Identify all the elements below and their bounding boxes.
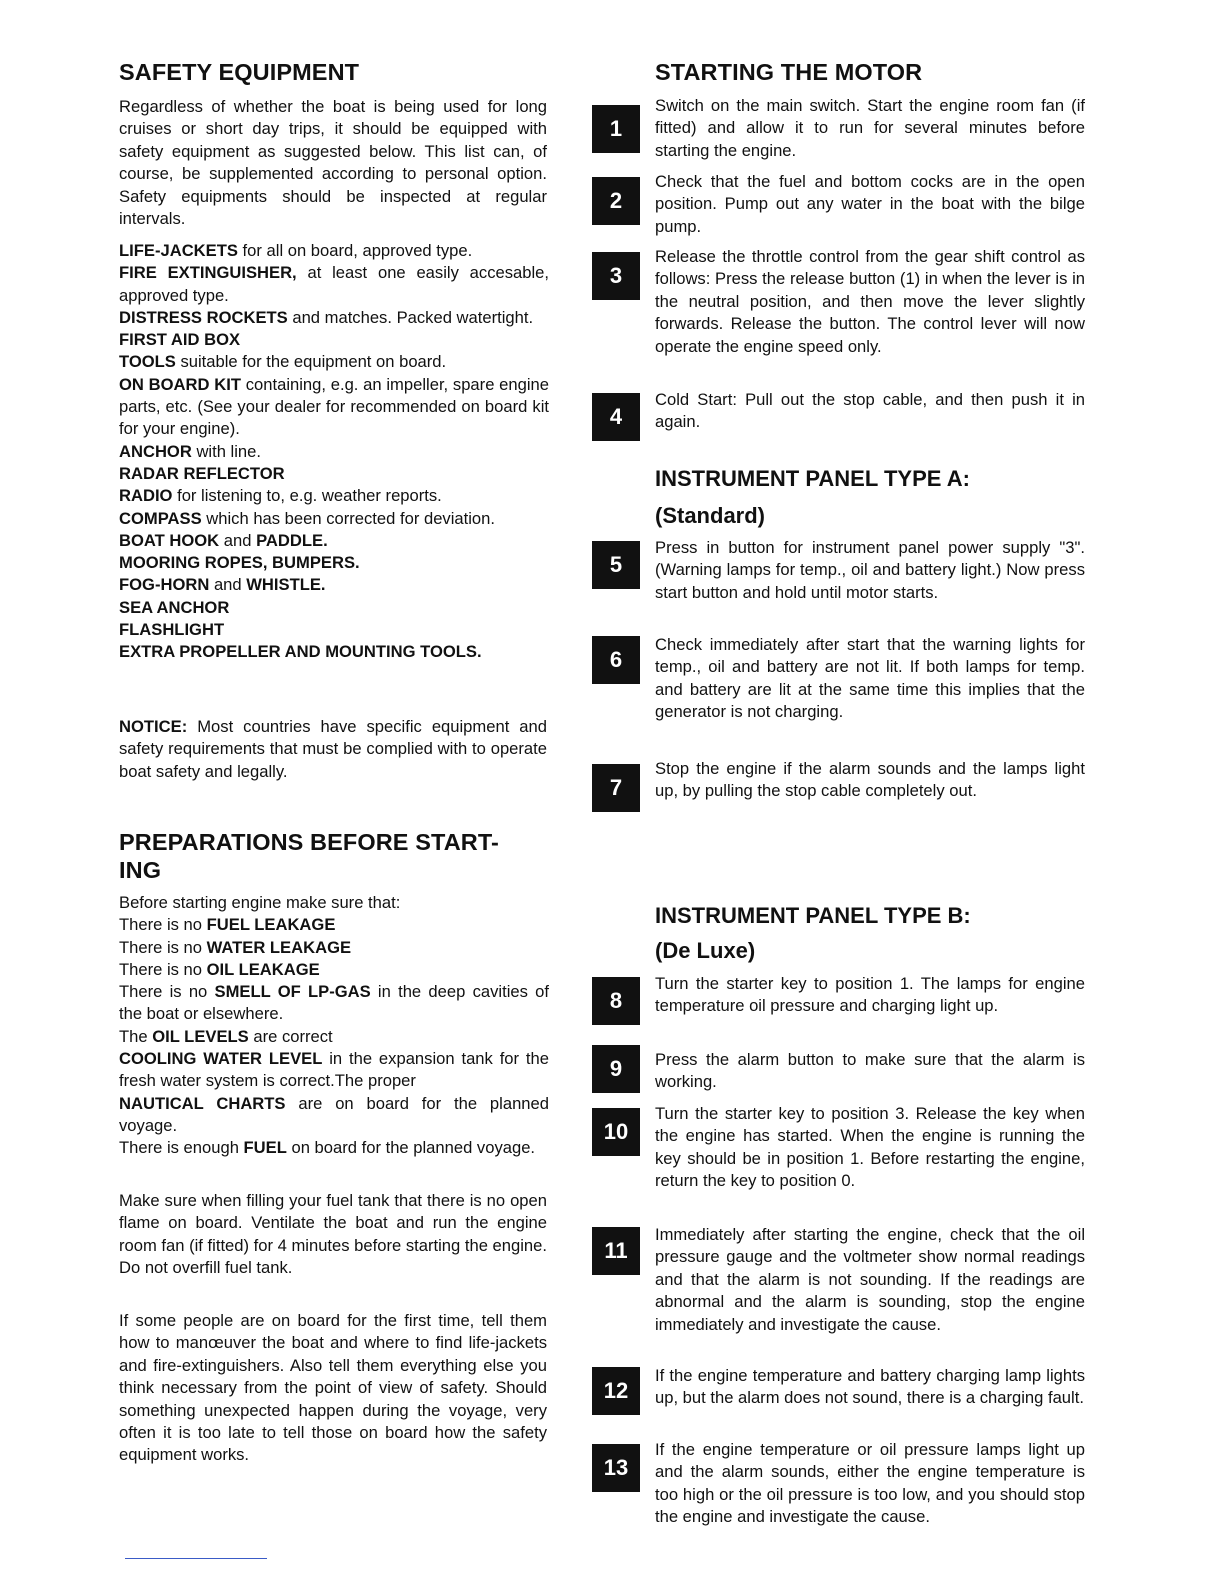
panel-a-heading: INSTRUMENT PANEL TYPE A: xyxy=(655,466,970,491)
step-number-badge: 10 xyxy=(592,1108,640,1156)
list-item: LIFE-JACKETS for all on board, approved type. xyxy=(119,241,473,260)
step-text: Immediately after starting the engine, check that the oil pressure gauge and the voltmeter show normal readings and that the alarm is not sounding. If the readings are abnormal and the alarm is sounding, stop the engine immediately and investigate the cause. xyxy=(655,1225,1085,1334)
step-text: Press in button for instrument panel power supply "3". (Warning lamps for temp., oil and battery light.) Now press start button and hold until motor starts. xyxy=(655,538,1085,602)
list-item: RADIO for listening to, e.g. weather reports. xyxy=(119,486,442,506)
safety-notice: NOTICE: Most countries have specific equipment and safety requirements that must be complied with to operate boat safety and legally. xyxy=(119,717,547,781)
step-number-badge: 8 xyxy=(592,977,640,1025)
step-number-badge: 3 xyxy=(592,252,640,300)
list-item: SEA ANCHOR xyxy=(119,597,230,617)
list-item: There is no SMELL OF LP-GAS in the deep cavities of the boat or elsewhere. xyxy=(119,982,549,1024)
list-item: TOOLS suitable for the equipment on board. xyxy=(119,352,447,372)
list-item: There is no WATER LEAKAGE xyxy=(119,937,352,957)
step-number-badge: 1 xyxy=(592,105,640,153)
list-item: EXTRA PROPELLER AND MOUNTING TOOLS. xyxy=(119,642,482,662)
panel-b-heading: INSTRUMENT PANEL TYPE B: xyxy=(655,903,971,928)
panel-b-subheading: (De Luxe) xyxy=(655,938,756,963)
list-item: MOORING ROPES, BUMPERS. xyxy=(119,553,360,573)
starting-motor-heading: STARTING THE MOTOR xyxy=(655,59,923,85)
list-item: There is no FUEL LEAKAGE xyxy=(119,915,336,935)
step-number-badge: 12 xyxy=(592,1367,640,1415)
safety-equipment-list xyxy=(119,240,549,664)
briefing-paragraph: If some people are on board for the first time, tell them how to manœuver the boat and where to find life-jackets and fire-extinguishers. Also tell them everything else you think necessary from the point of view of safety. Should something unexpected happen during the voyage, very often it is too late to tell those on board how the safety equipment works. xyxy=(119,1311,547,1465)
step-text: Switch on the main switch. Start the engine room fan (if fitted) and allow it to run for several minutes before starting the engine. xyxy=(655,96,1085,160)
list-item: FIRST AID BOX xyxy=(119,330,241,350)
step-text: If the engine temperature or oil pressure lamps light up and the alarm sounds, either the engine temperature is too high or the oil pressure is too low, and you should stop the engine and investigate the cause. xyxy=(655,1440,1085,1527)
list-item: There is no OIL LEAKAGE xyxy=(119,959,320,979)
step-text: Release the throttle control from the gear shift control as follows: Press the release button (1) in when the lever is in the neutral position, and then move the lever slightly forwards. Release the button. The control lever will now operate the engine speed only. xyxy=(655,247,1085,356)
step-text: Check immediately after start that the warning lights for temp., oil and battery are not lit. If both lamps for temp. and battery are lit at the same time this implies that the generator is not charging. xyxy=(655,635,1085,722)
list-item: DISTRESS ROCKETS and matches. Packed watertight. xyxy=(119,307,534,327)
list-item: FLASHLIGHT xyxy=(119,620,225,640)
safety-equipment-heading: SAFETY EQUIPMENT xyxy=(119,59,360,85)
preparations-list xyxy=(119,892,549,1160)
step-text: If the engine temperature and battery charging lamp lights up, but the alarm does not sound, there is a charging fault. xyxy=(655,1366,1085,1408)
step-number-badge: 5 xyxy=(592,541,640,589)
fuel-tank-paragraph: Make sure when filling your fuel tank that there is no open flame on board. Ventilate the boat and run the engine room fan (if fitted) for 4 minutes before starting the engine. Do not overfill fuel tank. xyxy=(119,1191,547,1278)
list-item: NAUTICAL CHARTS are on board for the planned voyage. xyxy=(119,1093,549,1135)
list-item: FIRE EXTINGUISHER, at least one easily accesable, approved type. xyxy=(119,263,549,305)
panel-a-subheading: (Standard) xyxy=(655,503,765,528)
step-text: Cold Start: Pull out the stop cable, and then push it in again. xyxy=(655,390,1085,432)
step-number-badge: 4 xyxy=(592,393,640,441)
step-number-badge: 6 xyxy=(592,636,640,684)
list-item: BOAT HOOK and PADDLE. xyxy=(119,530,328,550)
safety-intro: Regardless of whether the boat is being used for long cruises or short day trips, it should be equipped with safety equipment as suggested below. This list can, of course, be supplemented according to personal option. Safety equipments should be inspected at regular intervals. xyxy=(119,97,547,229)
list-item: The OIL LEVELS are correct xyxy=(119,1026,333,1046)
step-text: Turn the starter key to position 1. The lamps for engine temperature oil pressure and charging light up. xyxy=(655,974,1085,1016)
step-text: Check that the fuel and bottom cocks are in the open position. Pump out any water in the boat with the bilge pump. xyxy=(655,172,1085,236)
step-text: Stop the engine if the alarm sounds and the lamps light up, by pulling the stop cable completely out. xyxy=(655,759,1085,801)
list-item: FOG-HORN and WHISTLE. xyxy=(119,575,326,595)
step-text: Turn the starter key to position 3. Release the key when the engine has started. When the engine is running the key should be in position 1. Before restarting the engine, return the key to position 0. xyxy=(655,1104,1085,1191)
step-text: Press the alarm button to make sure that the alarm is working. xyxy=(655,1050,1085,1092)
preparations-intro: Before starting engine make sure that: xyxy=(119,893,401,912)
list-item: There is enough FUEL on board for the planned voyage. xyxy=(119,1138,536,1158)
step-number-badge: 2 xyxy=(592,177,640,225)
step-number-badge: 7 xyxy=(592,764,640,812)
list-item: COMPASS which has been corrected for deviation. xyxy=(119,508,495,528)
step-number-badge: 13 xyxy=(592,1444,640,1492)
step-number-badge: 9 xyxy=(592,1045,640,1093)
footer-rule xyxy=(125,1558,267,1559)
step-number-badge: 11 xyxy=(592,1227,640,1275)
list-item: RADAR REFLECTOR xyxy=(119,463,285,483)
list-item: ANCHOR with line. xyxy=(119,441,261,461)
list-item: COOLING WATER LEVEL in the expansion tank for the fresh water system is correct.The proper xyxy=(119,1049,549,1091)
preparations-heading: PREPARATIONS BEFORE START- ING xyxy=(119,829,499,883)
list-item: ON BOARD KIT containing, e.g. an impeller, spare engine parts, etc. (See your dealer for recommended on board kit for your engine). xyxy=(119,374,549,439)
